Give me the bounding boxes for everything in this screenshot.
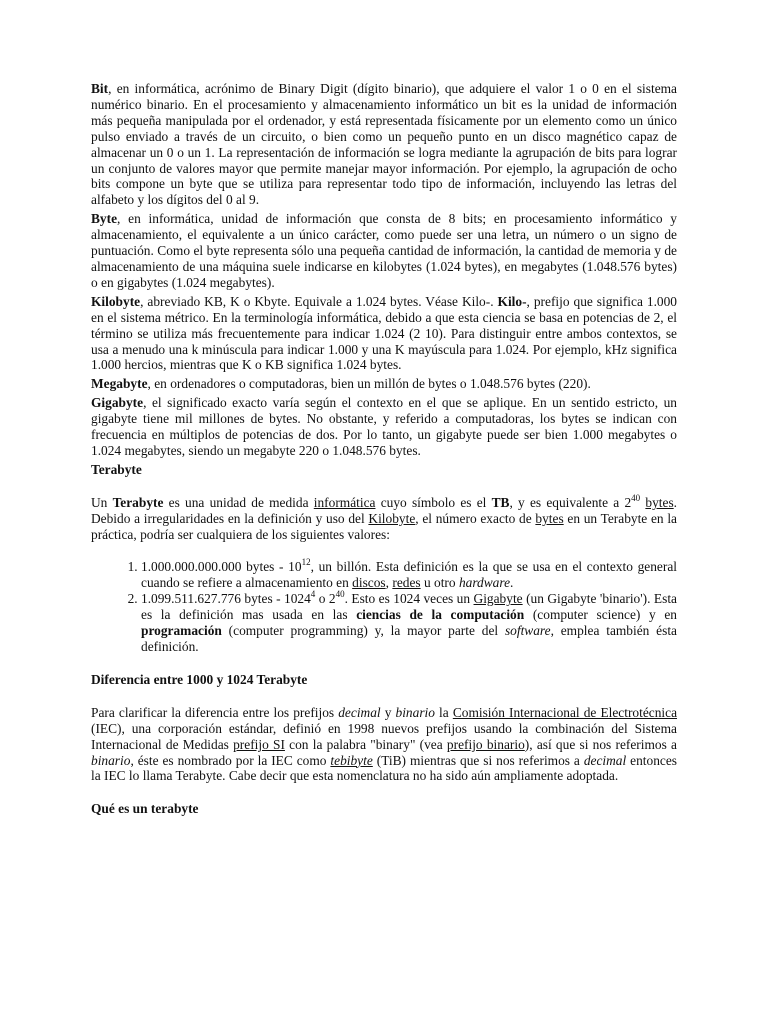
link-prefijo-si[interactable]: prefijo SI xyxy=(233,736,285,752)
link-comision-iec[interactable]: Comisión Internacional de Electrotécnica xyxy=(452,704,678,720)
term-kilobyte: Kilobyte xyxy=(91,293,141,309)
paragraph-kilobyte: Kilobyte, abreviado KB, K o Kbyte. Equivale a 1.024 bytes. Véase Kilo-. Kilo-, prefijo que significa 1.000 en el sistema métrico. En la terminología informática, debido a que esta ciencia se basa en potencias de 2, el término se utiliza más frecuentemente para indicar 1.024 (2 10). Para distinguir entre ambos contextos, se usa a menudo una k minúscula para indicar 1.000 y una K mayúscula para 1.024. Por ejemplo, kHz significa 1.000 hercios, mientras que K o KB significa 1.024 bytes. xyxy=(91,293,677,373)
link-bytes[interactable]: bytes xyxy=(645,494,674,510)
link-kilobyte[interactable]: Kilobyte xyxy=(368,510,416,526)
term-megabyte: Megabyte xyxy=(91,376,148,392)
term-gigabyte: Gigabyte xyxy=(91,395,144,411)
link-gigabyte[interactable]: Gigabyte xyxy=(473,591,523,607)
term-kilo: Kilo- xyxy=(497,293,527,309)
paragraph-gigabyte: Gigabyte, el significado exacto varía según el contexto en el que se aplique. En un sentido estricto, un gigabyte tiene mil millones de bytes. No obstante, y referido a computadoras, los bytes se indican con frecuencia en múltiplos de potencias de dos. Por lo tanto, un gigabyte puede ser bien 1.000 megabytes o 1.024 megabytes, siendo un megabyte 220 o 1.048.576 bytes. xyxy=(91,395,677,458)
heading-que-es: Qué es un terabyte xyxy=(91,801,199,817)
term-bit: Bit xyxy=(91,81,109,96)
paragraph-byte: Byte, en informática, unidad de información que consta de 8 bits; en procesamiento informático y almacenamiento, el equivalente a un único carácter, como puede ser una letra, un número o un signo de puntuación. Como el byte representa sólo una pequeña cantidad de información, la cantidad de memoria y de almacenamiento de una máquina suele indicarse en kilobytes (1.024 bytes), en megabytes (1.048.576 bytes) o en gigabytes (1.024 megabytes). xyxy=(91,211,677,290)
link-discos[interactable]: discos xyxy=(352,575,386,591)
paragraph-clarificar: Para clarificar la diferencia entre los prefijos decimal y binario la Comisión Internacional de Electrotécnica (IEC), una corporación estándar, definió en 1998 nuevos prefijos usando la combinación del Sistema Internacional de Medidas prefijo SI con la palabra "binary" (vea prefijo binario), así que si nos referimos a binario, éste es nombrado por la IEC como tebibyte (TiB) mientras que si nos referimos a decimal entonces la IEC lo llama Terabyte. Cabe decir que esta nomenclatura no ha sido aún ampliamente adoptada. xyxy=(91,704,678,784)
paragraph-terabyte-intro: Un Terabyte es una unidad de medida informática cuyo símbolo es el TB, y es equivalente a $2^{40}$ bytes. Debido a irregularidades en la definición y uso del Kilobyte, el número exacto de bytes en un Terabyte en la práctica, podría ser cualquiera de los siguientes valores: xyxy=(91,492,678,542)
heading-diferencia: Diferencia entre 1000 y 1024 Terabyte xyxy=(91,671,308,687)
paragraph-bit: Bit, en informática, acrónimo de Binary Digit (dígito binario), que adquiere el valor 1 o 0 en el sistema numérico binario. En el procesamiento y almacenamiento informático un bit es la unidad de información más pequeña manipulada por el ordenador, y está representada físicamente por un elemento como un único pulso enviado a través de un circuito, o bien como un pequeño punto en un disco magnético capaz de almacenar un 0 o un 1. La representación de información se logra mediante la agrupación de bits para lograr un conjunto de valores mayor que permite manejar mayor información. Por ejemplo, la agrupación de ocho bits compone un byte que se utiliza para representar todo tipo de información, incluyendo las letras del alfabeto y los dígitos del 0 al 9. xyxy=(91,81,677,208)
terabyte-values-list xyxy=(91,559,677,654)
list-item: 1. 1.000.000.000.000 bytes - $10^{12}$, un billón. Esta definición es la que se usa en el contexto general cuando se refiere a almacenamiento en discos, redes u otro hardware. xyxy=(141,559,677,591)
paragraph-megabyte: Megabyte, en ordenadores o computadoras, bien un millón de bytes o 1.048.576 bytes (220). xyxy=(91,376,591,392)
term-byte: Byte xyxy=(91,211,118,227)
document-body xyxy=(91,81,677,817)
link-redes[interactable]: redes xyxy=(392,575,421,591)
link-prefijo-binario[interactable]: prefijo binario xyxy=(446,736,525,752)
heading-terabyte: Terabyte xyxy=(91,461,142,477)
link-informatica[interactable]: informática xyxy=(313,494,376,510)
link-bytes-2[interactable]: bytes xyxy=(535,510,564,526)
list-item: 2. 1.099.511.627.776 bytes - 1024$^4$ o $2^{40}$. Esto es 1024 veces un Gigabyte (un Gigabyte 'binario'). Esta es la definición mas usada en las ciencias de la computación (computer science) y en programación (computer programming) y, la mayor parte del software, emplea también ésta definición. xyxy=(141,591,677,655)
link-tebibyte[interactable]: tebibyte xyxy=(330,752,373,768)
